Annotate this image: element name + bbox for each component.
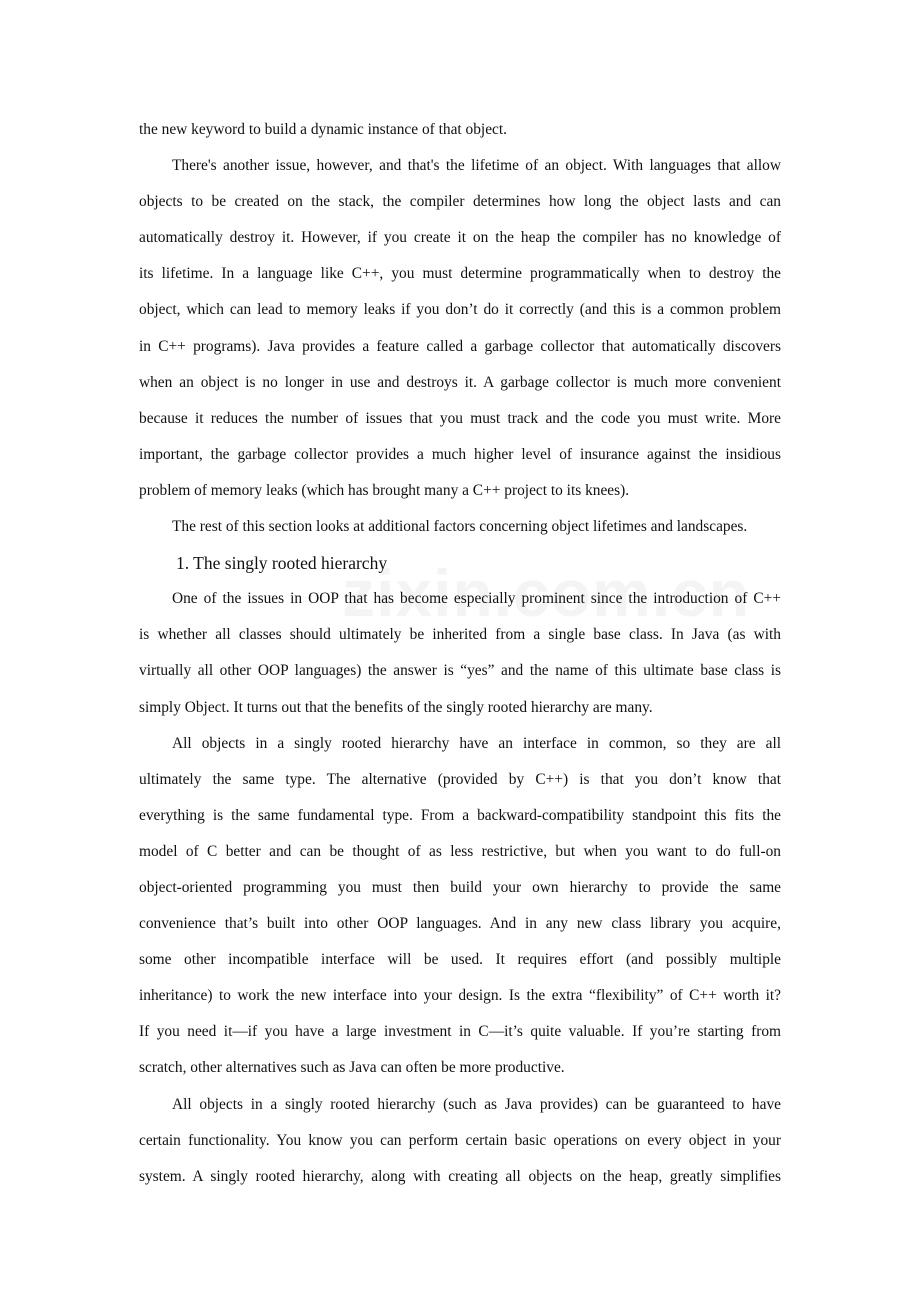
- paragraph: [139, 1087, 781, 1195]
- text-line: object, which can lead to memory leaks if you don’t do it correctly (and this is a common problem: [139, 301, 781, 319]
- text-line: There's another issue, however, and that's the lifetime of an object. With languages that allow: [172, 157, 781, 175]
- text-line: virtually all other OOP languages) the answer is “yes” and the name of this ultimate base class is: [139, 662, 781, 680]
- text-line: when an object is no longer in use and destroys it. A garbage collector is much more convenient: [139, 373, 781, 391]
- text-line: important, the garbage collector provides a much higher level of insurance against the insidious: [139, 445, 781, 463]
- text-line: One of the issues in OOP that has become especially prominent since the introduction of C++: [172, 590, 781, 608]
- text-line: scratch, other alternatives such as Java can often be more productive.: [139, 1059, 565, 1077]
- text-line: objects to be created on the stack, the compiler determines how long the object lasts and can: [139, 193, 781, 211]
- text-line: If you need it—if you have a large investment in C—it’s quite valuable. If you’re starting from: [139, 1023, 781, 1041]
- document-page: [139, 112, 781, 1195]
- text-line: All objects in a singly rooted hierarchy (such as Java provides) can be guaranteed to have: [172, 1095, 781, 1113]
- paragraph: [139, 112, 781, 148]
- text-line: certain functionality. You know you can perform certain basic operations on every object in your: [139, 1131, 781, 1149]
- paragraph: [139, 148, 781, 509]
- text-line: simply Object. It turns out that the benefits of the singly rooted hierarchy are many.: [139, 698, 653, 716]
- text-line: object-oriented programming you must then build your own hierarchy to provide the same: [139, 878, 781, 896]
- paragraph: [139, 726, 781, 1087]
- text-line: its lifetime. In a language like C++, you must determine programmatically when to destroy the: [139, 265, 781, 283]
- text-line: some other incompatible interface will be used. It requires effort (and possibly multiple: [139, 951, 781, 969]
- text-line: inheritance) to work the new interface into your design. Is the extra “flexibility” of C++ worth it?: [139, 987, 781, 1005]
- text-line: system. A singly rooted hierarchy, along with creating all objects on the heap, greatly simplifies: [139, 1167, 781, 1185]
- text-line: problem of memory leaks (which has brought many a C++ project to its knees).: [139, 481, 630, 499]
- text-line: because it reduces the number of issues that you must track and the code you must write. More: [139, 409, 781, 427]
- text-line: convenience that’s built into other OOP languages. And in any new class library you acquire,: [139, 915, 781, 933]
- text-line: in C++ programs). Java provides a feature called a garbage collector that automatically discovers: [139, 337, 781, 355]
- text-line: the new keyword to build a dynamic instance of that object.: [139, 121, 507, 138]
- text-line: The rest of this section looks at additional factors concerning object lifetimes and landscapes.: [172, 518, 748, 536]
- text-line: ultimately the same type. The alternative (provided by C++) is that you don’t know that: [139, 770, 781, 788]
- text-line: model of C better and can be thought of as less restrictive, but when you want to do full-on: [139, 842, 781, 860]
- text-line: is whether all classes should ultimately be inherited from a single base class. In Java (as with: [139, 626, 781, 644]
- paragraph: [139, 509, 781, 545]
- paragraph: [139, 581, 781, 725]
- text-line: everything is the same fundamental type. From a backward-compatibility standpoint this fits the: [139, 806, 781, 824]
- text-line: All objects in a singly rooted hierarchy have an interface in common, so they are all: [172, 734, 781, 752]
- section-heading: 1. The singly rooted hierarchy: [176, 553, 388, 574]
- text-line: automatically destroy it. However, if you create it on the heap the compiler has no knowledge of: [139, 229, 781, 247]
